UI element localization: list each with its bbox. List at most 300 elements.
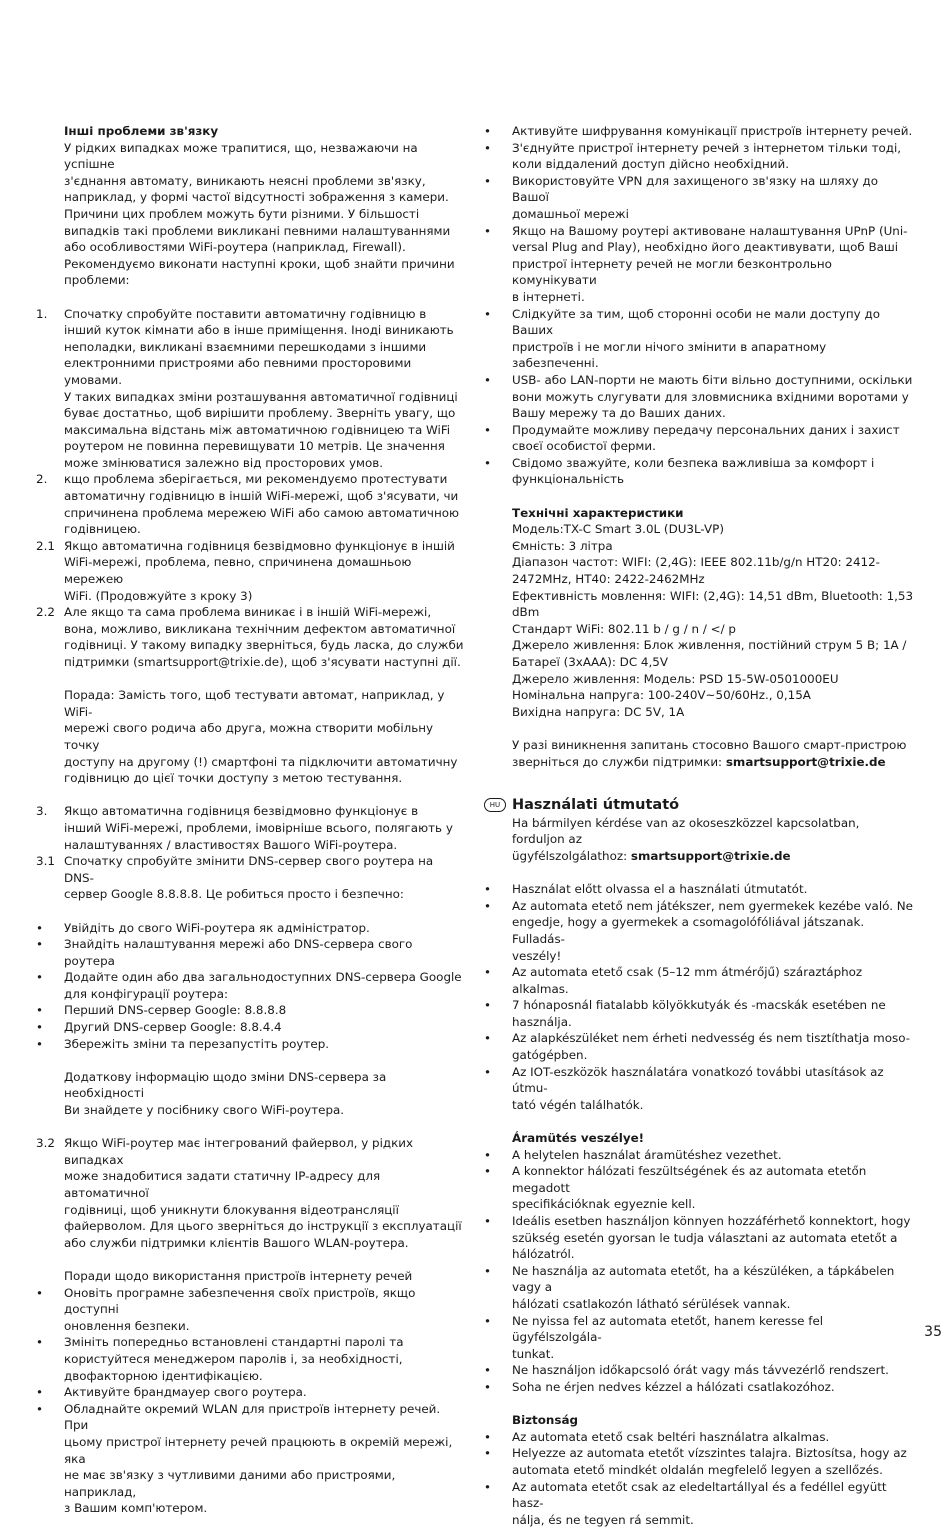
bullet-line (36, 969, 466, 986)
text-line (484, 256, 914, 289)
line-text: коли віддалений доступ дійсно необхідний. (512, 157, 789, 172)
text-line (36, 1351, 466, 1368)
line-text: versal Plug and Play), необхідно його деактивувати, щоб Ваші (512, 240, 899, 255)
line-text: оновлення безпеки. (64, 1318, 190, 1333)
bullet-marker: • (36, 1285, 44, 1300)
step-number: 3.1 (36, 854, 55, 869)
line-text: Használat előtt olvassa el a használati útmutatót. (512, 882, 808, 897)
bullet-line (484, 1064, 914, 1097)
text-line (484, 1246, 914, 1263)
text-line (36, 1467, 466, 1500)
bullet-line (484, 1213, 914, 1230)
line-text: Слідкуйте за тим, щоб сторонні особи не мали доступу до Ваших (512, 306, 880, 338)
line-text: Ефективність мовлення: WIFI: (2,4G): 14,51 dBm, Bluetooth: 1,53 dBm (512, 588, 914, 620)
line-text: У разі виникнення запитань стосовно Вашого смарт-пристрою (512, 737, 907, 752)
text-line (484, 1462, 914, 1479)
line-text: Якщо на Вашому роутері активоване налаштування UPnP (Uni- (512, 223, 908, 238)
text-line (36, 505, 466, 522)
line-text: Оновіть програмне забезпечення своїх пристроїв, якщо доступні (64, 1285, 416, 1317)
bullet-marker: • (484, 998, 492, 1013)
text-line (36, 438, 466, 455)
bullet-line (484, 881, 914, 898)
bullet-marker: • (484, 1147, 492, 1162)
line-text: годівниці. У такому випадку зверніться, будь ласка, до служби (64, 638, 464, 653)
line-text: годівниці, щоб уникнути блокування відеотрансляції (64, 1202, 399, 1217)
text-line (484, 571, 914, 588)
line-text: Ємність: 3 літра (512, 538, 613, 553)
text-line (36, 1168, 466, 1201)
line-text: випадків такі проблеми викликані певними налаштуваннями (64, 223, 451, 238)
text-line (484, 1512, 914, 1528)
line-text: specifikációknak egyeznie kell. (512, 1197, 696, 1212)
text-line (36, 1368, 466, 1385)
line-text: Якщо автоматична годівниця безвідмовно функціонує в іншій (64, 538, 455, 553)
line-text: A helytelen használat áramütéshez vezethet. (512, 1147, 782, 1162)
bullet-line (484, 123, 914, 140)
text-line (36, 886, 466, 903)
line-text: Батареї (3хААА): DC 4,5V (512, 655, 668, 669)
section-heading: Biztonság (512, 1413, 578, 1428)
bullet-marker: • (484, 422, 492, 437)
bullet-marker: • (484, 1446, 492, 1461)
line-text: користуйтеся менеджером паролів і, за необхідності, (64, 1351, 403, 1366)
bullet-line (484, 223, 914, 240)
line-text: veszély! (512, 948, 562, 963)
iot-tips-continued (484, 123, 914, 770)
line-text: кщо проблема зберігається, ми рекомендуємо протестувати (64, 472, 448, 487)
text-line (484, 289, 914, 306)
text-line (36, 339, 466, 356)
text-line (36, 123, 466, 140)
bullet-marker: • (484, 965, 492, 980)
step-number: 2.1 (36, 538, 55, 553)
bullet-marker: • (484, 1379, 492, 1394)
text-line (484, 1346, 914, 1363)
text-line (36, 521, 466, 538)
support-email: smartsupport@trixie.de (630, 848, 791, 863)
line-text: 2472MHz, HT40: 2422-2462MHz (512, 572, 705, 587)
line-text: 7 hónaposnál fiatalabb kölyökkutyák és -macskák esetében ne használja. (512, 998, 886, 1029)
bullet-marker: • (36, 1020, 44, 1035)
line-text: своєї особистої ферми. (512, 439, 656, 454)
line-text: проблеми: (64, 273, 130, 288)
line-text: У рідких випадках може трапитися, що, незважаючи на успішне (64, 140, 418, 172)
text-line (36, 588, 466, 605)
text-line (36, 687, 466, 720)
text-line (36, 621, 466, 638)
text-line (36, 140, 466, 173)
line-text: З'єднуйте пристрої інтернету речей з інтернетом тільки тоді, (512, 140, 902, 155)
line-text: Якщо автоматична годівниця безвідмовно функціонує в (64, 804, 419, 819)
text-line (484, 1047, 914, 1064)
line-text: Продумайте можливу передачу персональних даних і захист (512, 422, 900, 437)
line-text: наприклад, у формі частої відсутності зображення з камери. (64, 190, 449, 205)
bullet-line (484, 1379, 914, 1396)
text-line (36, 1102, 466, 1119)
bullet-line (484, 1313, 914, 1346)
bullet-marker: • (484, 1429, 492, 1444)
line-text: tató végén találhatók. (512, 1097, 644, 1112)
line-text: Az automata etetőt csak az eledeltartállyal és a fedéllel együtt hasz- (512, 1479, 887, 1511)
line-text: автоматичну годівницю в іншій WiFi-мережі, щоб з'ясувати, чи (64, 489, 459, 504)
numbered-line (36, 604, 466, 621)
line-text: hálózatról. (512, 1247, 575, 1262)
text-line (36, 488, 466, 505)
line-text: електронними пристроями або певними просторовими умовами. (64, 356, 412, 387)
section-heading: Áramütés veszélye! (512, 1131, 645, 1146)
bullet-marker: • (484, 882, 492, 897)
bullet-marker: • (484, 140, 492, 155)
line-text: nálja, és ne tegyen rá semmit. (512, 1512, 694, 1527)
line-text: Поради щодо використання пристроїв інтернету речей (64, 1268, 413, 1283)
text-line (36, 1500, 466, 1517)
line-text: Спочатку спробуйте поставити автоматичну годівницю в (64, 306, 427, 321)
page-number: 35 (924, 1324, 942, 1340)
line-text: в інтернеті. (512, 289, 585, 304)
text-line (484, 588, 914, 621)
bullet-line (484, 997, 914, 1030)
line-text: Активуйте брандмауер свого роутера. (64, 1385, 307, 1400)
line-text: може змінюватися залежно від просторових умов. (64, 455, 384, 470)
line-text: USB- або LAN-порти не мають біти вільно доступними, оскільки (512, 372, 913, 387)
line-text: Стандарт WiFi: 802.11 b / g / n / </ p (512, 621, 736, 636)
numbered-line (36, 538, 466, 555)
text-line (36, 389, 466, 406)
step-number: 2. (36, 472, 48, 487)
bullet-line (484, 1163, 914, 1196)
text-line (36, 272, 466, 289)
line-text: Якщо WiFi-роутер має інтегрований файервол, у рідких випадках (64, 1136, 414, 1167)
text-line (36, 1434, 466, 1467)
text-line (484, 554, 914, 571)
text-line (36, 554, 466, 587)
line-text: або служби підтримки клієнтів Вашого WLAN-роутера. (64, 1235, 409, 1250)
line-text: Az IOT-eszközök használatára vonatkozó további utasítások az útmu- (512, 1064, 884, 1096)
line-text: доступу на другому (!) смартфоні та підключити автоматичну (64, 754, 458, 769)
text-line (36, 1268, 466, 1285)
line-text: gatógépben. (512, 1048, 588, 1063)
line-text: максимальна відстань між автоматичною годівницею та WiFi (64, 422, 451, 437)
line-text: tunkat. (512, 1346, 555, 1361)
line-text: не має зв'язку з чутливими даними або пристроями, наприклад, (64, 1468, 396, 1499)
bullet-marker: • (36, 937, 44, 952)
text-line (484, 737, 914, 754)
bullet-marker: • (36, 1003, 44, 1018)
bullet-line (484, 455, 914, 472)
language-badge-hu: HU (484, 798, 506, 812)
line-text: Az automata etető csak (5–12 mm átmérőjű) száraztáphoz alkalmas. (512, 965, 863, 996)
line-text: інший WiFi-мережі, проблеми, імовірніше всього, полягають у (64, 820, 453, 835)
line-text: для конфігурації роутера: (64, 986, 228, 1001)
line-text: зверніться до служби підтримки: (512, 754, 726, 769)
line-text: вона, можливо, викликана технічним дефектом автоматичної (64, 621, 456, 636)
bullet-marker: • (484, 1313, 492, 1328)
text-line (484, 1412, 914, 1429)
line-text: підтримки (smartsupport@trixie.de), щоб з'ясувати наступні дії. (64, 655, 461, 669)
line-text: Змініть попередньо встановлені стандартні паролі та (64, 1335, 404, 1350)
text-line (36, 754, 466, 771)
bullet-marker: • (484, 124, 492, 138)
bullet-line (484, 1429, 914, 1446)
line-text: szükség esetén gyorsan le tudja választani az automata etetőt a (512, 1230, 898, 1245)
text-line (484, 1097, 914, 1114)
bullet-line (36, 936, 466, 969)
line-text: може знадобитися задати статичну IP-адресу для автоматичної (64, 1169, 381, 1200)
text-line (484, 339, 914, 372)
text-line (484, 704, 914, 721)
bullet-line (484, 1147, 914, 1164)
bullet-line (484, 1263, 914, 1296)
line-text: Перший DNS-сервер Google: 8.8.8.8 (64, 1003, 287, 1018)
bullet-marker: • (484, 455, 492, 470)
text-line (484, 671, 914, 688)
line-text: годівницею. (64, 522, 141, 537)
bullet-marker: • (484, 1363, 492, 1378)
text-line (36, 1069, 466, 1102)
line-text: Збережіть зміни та перезапустіть роутер. (64, 1036, 330, 1051)
text-line (36, 239, 466, 256)
line-text: Soha ne érjen nedves kézzel a hálózati csatlakozóhoz. (512, 1379, 835, 1394)
line-text: Другий DNS-сервер Google: 8.8.4.4 (64, 1020, 282, 1035)
step-number: 1. (36, 306, 48, 321)
text-line (36, 986, 466, 1003)
line-text: hálózati csatlakozón látható sérülések vannak. (512, 1296, 791, 1311)
line-text: Але якщо та сама проблема виникає і в іншій WiFi-мережі, (64, 605, 432, 620)
bullet-line (484, 140, 914, 157)
line-text: домашньої мережі (512, 206, 629, 221)
line-text: файерволом. Для цього зверніться до інструкції з експлуатації (64, 1219, 462, 1234)
line-text: Ideális esetben használjon könnyen hozzáférhető konnektort, hogy (512, 1214, 911, 1228)
text-line (36, 405, 466, 422)
bullet-marker: • (484, 1164, 492, 1179)
bullet-line (484, 1362, 914, 1379)
bullet-marker: • (36, 1401, 44, 1416)
left-column (36, 123, 466, 1517)
bullet-marker: • (484, 173, 492, 188)
bullet-line (36, 1334, 466, 1351)
text-line (36, 837, 466, 854)
line-text: Номінальна напруга: 100-240V~50/60Hz., 0,15A (512, 688, 811, 703)
line-text: Ne nyissa fel az automata etetőt, hanem keresse fel ügyfélszolgála- (512, 1313, 824, 1345)
text-line (484, 389, 914, 406)
text-line (484, 471, 914, 488)
line-text: Az automata etető csak beltéri használatra alkalmas. (512, 1429, 830, 1444)
line-text: WiFi. (Продовжуйте з кроку 3) (64, 588, 253, 603)
text-line (484, 914, 914, 947)
text-line (484, 687, 914, 704)
bullet-marker: • (484, 1263, 492, 1278)
line-text: Az alapkészüléket nem érheti nedvesség és nem tisztíthatja moso- (512, 1031, 910, 1046)
bullet-line (484, 306, 914, 339)
line-text: буває достатньо, щоб вирішити проблему. Зверніть увагу, що (64, 406, 456, 421)
line-text: або особливостями WiFi-роутера (наприклад, Firewall). (64, 240, 406, 255)
line-text: Ne használja az automata etetőt, ha a készüléken, a tápkábelen vagy a (512, 1263, 895, 1295)
bullet-line (36, 1384, 466, 1401)
section-heading: Інші проблеми зв'язку (64, 124, 219, 138)
bullet-line (484, 964, 914, 997)
line-text: роутером не повинна перевищувати 10 метрів. Це значення (64, 439, 445, 454)
support-email: smartsupport@trixie.de (725, 754, 886, 769)
bullet-line (484, 173, 914, 206)
line-text: Обладнайте окремий WLAN для пристроїв інтернету речей. При (64, 1401, 441, 1433)
line-text: Причини цих проблем можуть бути різними. У більшості (64, 206, 420, 221)
bullet-marker: • (484, 898, 492, 913)
line-text: Helyezze az automata etetőt vízszintes talajra. Biztosítsa, hogy az (512, 1446, 907, 1461)
line-text: Увійдіть до свого WiFi-роутера як адміністратор. (64, 920, 370, 935)
line-text: пристроїв і не могли нічого змінити в апаратному забезпеченні. (512, 339, 827, 371)
step-number: 3.2 (36, 1136, 55, 1151)
text-line (36, 1218, 466, 1235)
text-line (484, 1196, 914, 1213)
line-text: мережі свого родича або друга, можна створити мобільну точку (64, 721, 434, 752)
bullet-line (36, 1036, 466, 1053)
numbered-line (36, 803, 466, 820)
numbered-line (36, 471, 466, 488)
bullet-marker: • (36, 970, 44, 985)
hu-section-title: Használati útmutató (512, 796, 680, 813)
text-line (36, 355, 466, 388)
bullet-line (36, 1002, 466, 1019)
text-line (36, 654, 466, 671)
text-line (484, 438, 914, 455)
text-line (36, 637, 466, 654)
text-line (36, 1318, 466, 1335)
line-text: Джерело живлення: Блок живлення, постійний струм 5 В; 1А / (512, 638, 907, 653)
text-line (36, 206, 466, 223)
text-line (36, 720, 466, 753)
line-text: Вихідна напруга: DC 5V, 1A (512, 704, 685, 719)
bullet-marker: • (36, 1335, 44, 1350)
hu-section-header (484, 795, 914, 815)
line-text: цьому пристрої інтернету речей працюють в окремій мережі, яка (64, 1434, 453, 1466)
text-line (484, 1130, 914, 1147)
line-text: Діапазон частот: WIFI: (2,4G): IEEE 802.11b/g/n HT20: 2412- (512, 555, 880, 570)
line-text: Az automata etető nem játékszer, nem gyermekek kezébe való. Ne (512, 898, 913, 913)
text-line (484, 621, 914, 638)
line-text: Модель:TX-C Smart 3.0L (DU3L-VP) (512, 522, 724, 537)
text-line (36, 322, 466, 339)
line-text: вони можуть слугувати для зловмисника вхідними воротами у (512, 389, 909, 404)
line-text: Додаткову інформацію щодо зміни DNS-сервера за необхідності (64, 1069, 387, 1101)
line-text: з'єднання автомату, виникають неясні проблеми зв'язку, (64, 173, 426, 188)
line-text: функціональність (512, 472, 625, 487)
line-text: з Вашим комп'ютером. (64, 1501, 208, 1516)
line-text: налаштуваннях / властивостях Вашого WiFi-роутера. (64, 837, 398, 852)
text-line (484, 1230, 914, 1247)
line-text: Додайте один або два загальнодоступних DNS-сервера Google (64, 970, 462, 985)
line-text: Використовуйте VPN для захищеного зв'язку на шляху до Вашої (512, 173, 879, 205)
line-text: неполадки, викликані взаємними перешкодами з іншими (64, 339, 427, 354)
text-line (36, 1235, 466, 1252)
bullet-line (484, 422, 914, 439)
text-line (36, 820, 466, 837)
line-text: двофакторною ідентифікацією. (64, 1368, 263, 1383)
text-line (36, 455, 466, 472)
step-number: 3. (36, 804, 48, 819)
line-text: Ви знайдете у посібнику свого WiFi-роутера. (64, 1103, 345, 1118)
line-text: Вашу мережу та до Ваших даних. (512, 406, 726, 421)
text-line (36, 256, 466, 273)
line-text: спричинена проблема мережею WiFi або самою автоматичною (64, 505, 459, 520)
bullet-line (484, 1445, 914, 1462)
bullet-line (484, 898, 914, 915)
text-line (36, 1202, 466, 1219)
line-text: Свідомо зважуйте, коли безпека важливіша за комфорт і (512, 455, 875, 470)
hu-intro: Ha bármilyen kérdése van az okoseszközzel kapcsolatban, forduljon az (512, 815, 860, 847)
bullet-marker: • (484, 306, 492, 321)
text-line (484, 948, 914, 965)
numbered-line (36, 1135, 466, 1168)
line-text: У таких випадках зміни розташування автоматичної годівниці (64, 389, 458, 404)
text-line (36, 189, 466, 206)
bullet-line (36, 1019, 466, 1036)
text-line (36, 770, 466, 787)
text-line (484, 206, 914, 223)
bullet-marker: • (484, 1031, 492, 1046)
text-line (484, 538, 914, 555)
right-column (484, 123, 914, 1528)
line-text: Порада: Замість того, щоб тестувати автомат, наприклад, у WiFi- (64, 688, 445, 719)
text-line (484, 1296, 914, 1313)
hu-intro: ügyfélszolgálathoz: smartsupport@trixie.de (512, 848, 791, 863)
line-text: Джерело живлення: Модель: PSD 15-5W-0501000EU (512, 671, 839, 686)
line-text: Ne használjon időkapcsoló órát vagy más távvezérlő rendszert. (512, 1363, 889, 1378)
text-line (484, 505, 914, 522)
line-text: пристрої інтернету речей не могли безконтрольно комунікувати (512, 256, 832, 288)
bullet-line (36, 920, 466, 937)
section-heading: Технічні характеристики (512, 505, 684, 520)
line-text: інший куток кімнати або в інше приміщення. Іноді виникають (64, 323, 454, 338)
text-line (484, 654, 914, 671)
line-text: Спочатку спробуйте змінити DNS-сервер свого роутера на DNS- (64, 854, 434, 885)
line-text: A konnektor hálózati feszültségének és az automata etetőn megadott (512, 1164, 867, 1195)
bullet-marker: • (484, 1479, 492, 1494)
bullet-marker: • (36, 1385, 44, 1400)
bullet-line (484, 1479, 914, 1512)
line-text: Знайдіть налаштування мережі або DNS-сервера свого роутера (64, 937, 413, 968)
text-line (484, 405, 914, 422)
line-text: Активуйте шифрування комунікації пристроїв інтернету речей. (512, 124, 913, 138)
text-line (484, 156, 914, 173)
bullet-line (36, 1401, 466, 1434)
text-line (484, 754, 914, 771)
bullet-line (484, 372, 914, 389)
line-text: Рекомендуємо виконати наступні кроки, щоб знайти причини (64, 256, 455, 271)
line-text: WiFi-мережі, проблема, певно, спричинена домашньою мережею (64, 555, 412, 587)
text-line (36, 223, 466, 240)
bullet-marker: • (484, 223, 492, 238)
hu-safety-list (484, 881, 914, 1528)
bullet-marker: • (36, 920, 44, 935)
line-text: engedje, hogy a gyermekek a csomagolófóliával játszanak. Fulladás- (512, 915, 865, 946)
text-line (484, 521, 914, 538)
bullet-line (36, 1285, 466, 1318)
line-text: годівницю до цієї точки доступу з метою тестування. (64, 771, 403, 786)
text-line (484, 637, 914, 654)
bullet-marker: • (484, 1064, 492, 1079)
text-line (484, 239, 914, 256)
numbered-line (36, 306, 466, 323)
step-number: 2.2 (36, 605, 55, 620)
bullet-marker: • (484, 372, 492, 387)
numbered-line (36, 853, 466, 886)
bullet-marker: • (484, 1214, 492, 1228)
line-text: automata etető mindkét oldalán megfelelő legyen a szellőzés. (512, 1462, 883, 1477)
text-line (36, 422, 466, 439)
bullet-marker: • (36, 1036, 44, 1051)
line-text: сервер Google 8.8.8.8. Це робиться просто і безпечно: (64, 887, 404, 902)
bullet-line (484, 1030, 914, 1047)
